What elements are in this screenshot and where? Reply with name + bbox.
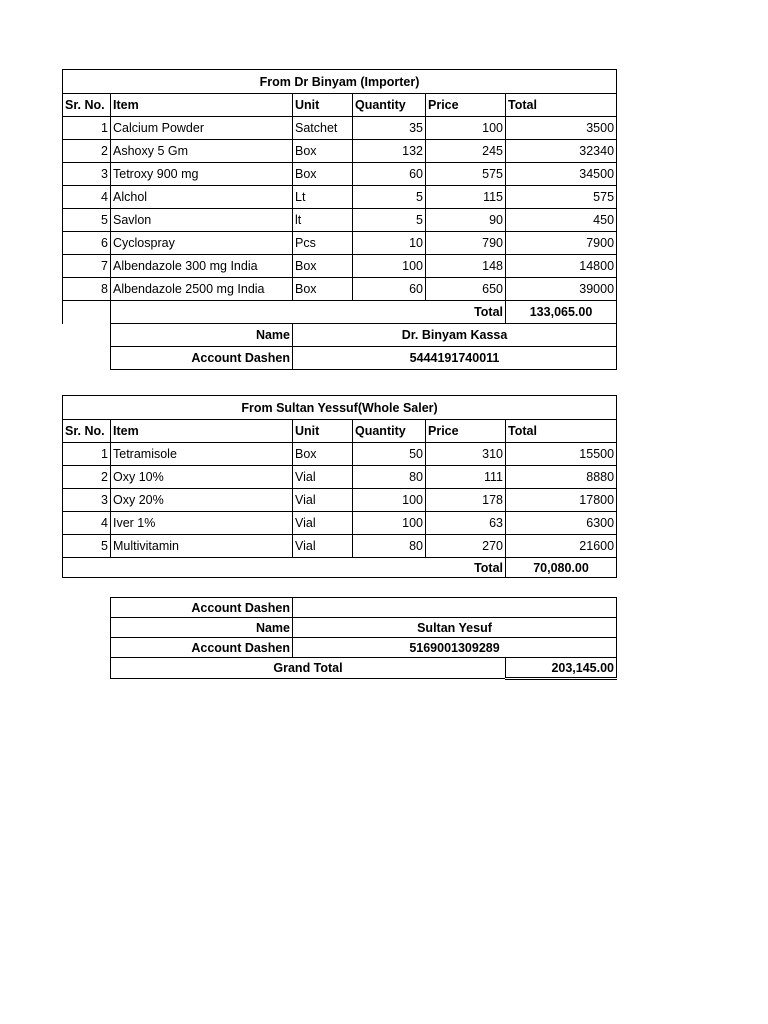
row-price: 63 [426,512,506,535]
summary-table [110,597,617,680]
row-total: 14800 [506,255,617,278]
importer-header-row [63,94,617,117]
row-total: 3500 [506,117,617,140]
importer-total-label: Total [111,301,506,324]
summary-name-value: Sultan Yesuf [293,618,617,638]
row-total: 34500 [506,163,617,186]
row-unit: Vial [293,489,353,512]
col-header-total: Total [506,94,617,117]
row-quantity: 60 [353,163,426,186]
row-sr: 4 [63,186,111,209]
row-sr: 2 [63,466,111,489]
col-header-quantity: Quantity [353,94,426,117]
row-unit: Box [293,140,353,163]
summary-account-row-2 [111,638,617,658]
row-sr: 5 [63,209,111,232]
col-header-price: Price [426,420,506,443]
summary-account-label-1: Account Dashen [111,598,293,618]
row-item: Cyclospray [111,232,293,255]
col-header-sr: Sr. No. [63,420,111,443]
importer-table [62,69,617,370]
row-price: 100 [426,117,506,140]
row-item: Savlon [111,209,293,232]
wholesaler-total-label: Total [63,558,506,578]
importer-account-value: 5444191740011 [293,347,617,370]
row-item: Albendazole 2500 mg India [111,278,293,301]
row-total: 21600 [506,535,617,558]
row-unit: Box [293,163,353,186]
importer-account-row [63,347,617,370]
row-unit: lt [293,209,353,232]
row-sr: 3 [63,489,111,512]
row-price: 270 [426,535,506,558]
importer-total-value: 133,065.00 [506,301,617,324]
row-total: 450 [506,209,617,232]
row-quantity: 100 [353,255,426,278]
col-header-item: Item [111,94,293,117]
wholesaler-total-value: 70,080.00 [506,558,617,578]
col-header-quantity: Quantity [353,420,426,443]
wholesaler-table [62,395,617,578]
row-unit: Box [293,443,353,466]
row-price: 650 [426,278,506,301]
row-quantity: 10 [353,232,426,255]
row-quantity: 100 [353,512,426,535]
row-sr: 6 [63,232,111,255]
row-total: 15500 [506,443,617,466]
row-item: Albendazole 300 mg India [111,255,293,278]
row-total: 17800 [506,489,617,512]
row-total: 575 [506,186,617,209]
row-total: 32340 [506,140,617,163]
table-row [63,163,617,186]
summary-account-value-1 [293,598,617,618]
row-item: Oxy 10% [111,466,293,489]
table-row [63,489,617,512]
row-unit: Box [293,255,353,278]
row-unit: Pcs [293,232,353,255]
importer-title: From Dr Binyam (Importer) [63,70,617,94]
row-item: Multivitamin [111,535,293,558]
row-sr: 7 [63,255,111,278]
row-item: Tetramisole [111,443,293,466]
row-unit: Vial [293,466,353,489]
row-total: 8880 [506,466,617,489]
table-row [63,117,617,140]
col-header-unit: Unit [293,94,353,117]
row-quantity: 132 [353,140,426,163]
importer-name-label: Name [111,324,293,347]
row-item: Ashoxy 5 Gm [111,140,293,163]
row-quantity: 100 [353,489,426,512]
summary-account-label-2: Account Dashen [111,638,293,658]
summary-account-row-1 [111,598,617,618]
row-unit: Vial [293,512,353,535]
row-quantity: 80 [353,466,426,489]
row-sr: 1 [63,117,111,140]
row-item: Iver 1% [111,512,293,535]
table-row [63,512,617,535]
wholesaler-total-row [63,558,617,578]
table-row [63,255,617,278]
row-price: 90 [426,209,506,232]
importer-total-row [63,301,617,324]
row-price: 310 [426,443,506,466]
row-quantity: 80 [353,535,426,558]
row-item: Alchol [111,186,293,209]
row-price: 245 [426,140,506,163]
importer-account-label: Account Dashen [111,347,293,370]
row-quantity: 5 [353,186,426,209]
col-header-total: Total [506,420,617,443]
row-sr: 3 [63,163,111,186]
row-item: Calcium Powder [111,117,293,140]
table-row [63,278,617,301]
summary-account-value-2: 5169001309289 [293,638,617,658]
row-unit: Vial [293,535,353,558]
col-header-price: Price [426,94,506,117]
col-header-unit: Unit [293,420,353,443]
table-row [63,535,617,558]
summary-name-row [111,618,617,638]
table-row [63,443,617,466]
row-quantity: 5 [353,209,426,232]
grand-total-label: Grand Total [111,658,506,679]
table-row [63,209,617,232]
table-row [63,232,617,255]
row-total: 39000 [506,278,617,301]
row-item: Oxy 20% [111,489,293,512]
row-unit: Box [293,278,353,301]
table-row [63,466,617,489]
col-header-item: Item [111,420,293,443]
row-total: 7900 [506,232,617,255]
row-price: 575 [426,163,506,186]
table-row [63,140,617,163]
grand-total-row [111,658,617,679]
row-sr: 2 [63,140,111,163]
row-price: 148 [426,255,506,278]
importer-name-row [63,324,617,347]
importer-name-value: Dr. Binyam Kassa [293,324,617,347]
row-price: 790 [426,232,506,255]
row-quantity: 60 [353,278,426,301]
row-quantity: 50 [353,443,426,466]
row-price: 115 [426,186,506,209]
row-sr: 4 [63,512,111,535]
row-sr: 8 [63,278,111,301]
summary-name-label: Name [111,618,293,638]
wholesaler-title: From Sultan Yessuf(Whole Saler) [63,396,617,420]
wholesaler-header-row [63,420,617,443]
row-unit: Satchet [293,117,353,140]
row-item: Tetroxy 900 mg [111,163,293,186]
row-price: 111 [426,466,506,489]
row-sr: 5 [63,535,111,558]
col-header-sr: Sr. No. [63,94,111,117]
grand-total-value: 203,145.00 [506,658,617,679]
row-total: 6300 [506,512,617,535]
row-unit: Lt [293,186,353,209]
table-row [63,186,617,209]
row-quantity: 35 [353,117,426,140]
row-sr: 1 [63,443,111,466]
row-price: 178 [426,489,506,512]
